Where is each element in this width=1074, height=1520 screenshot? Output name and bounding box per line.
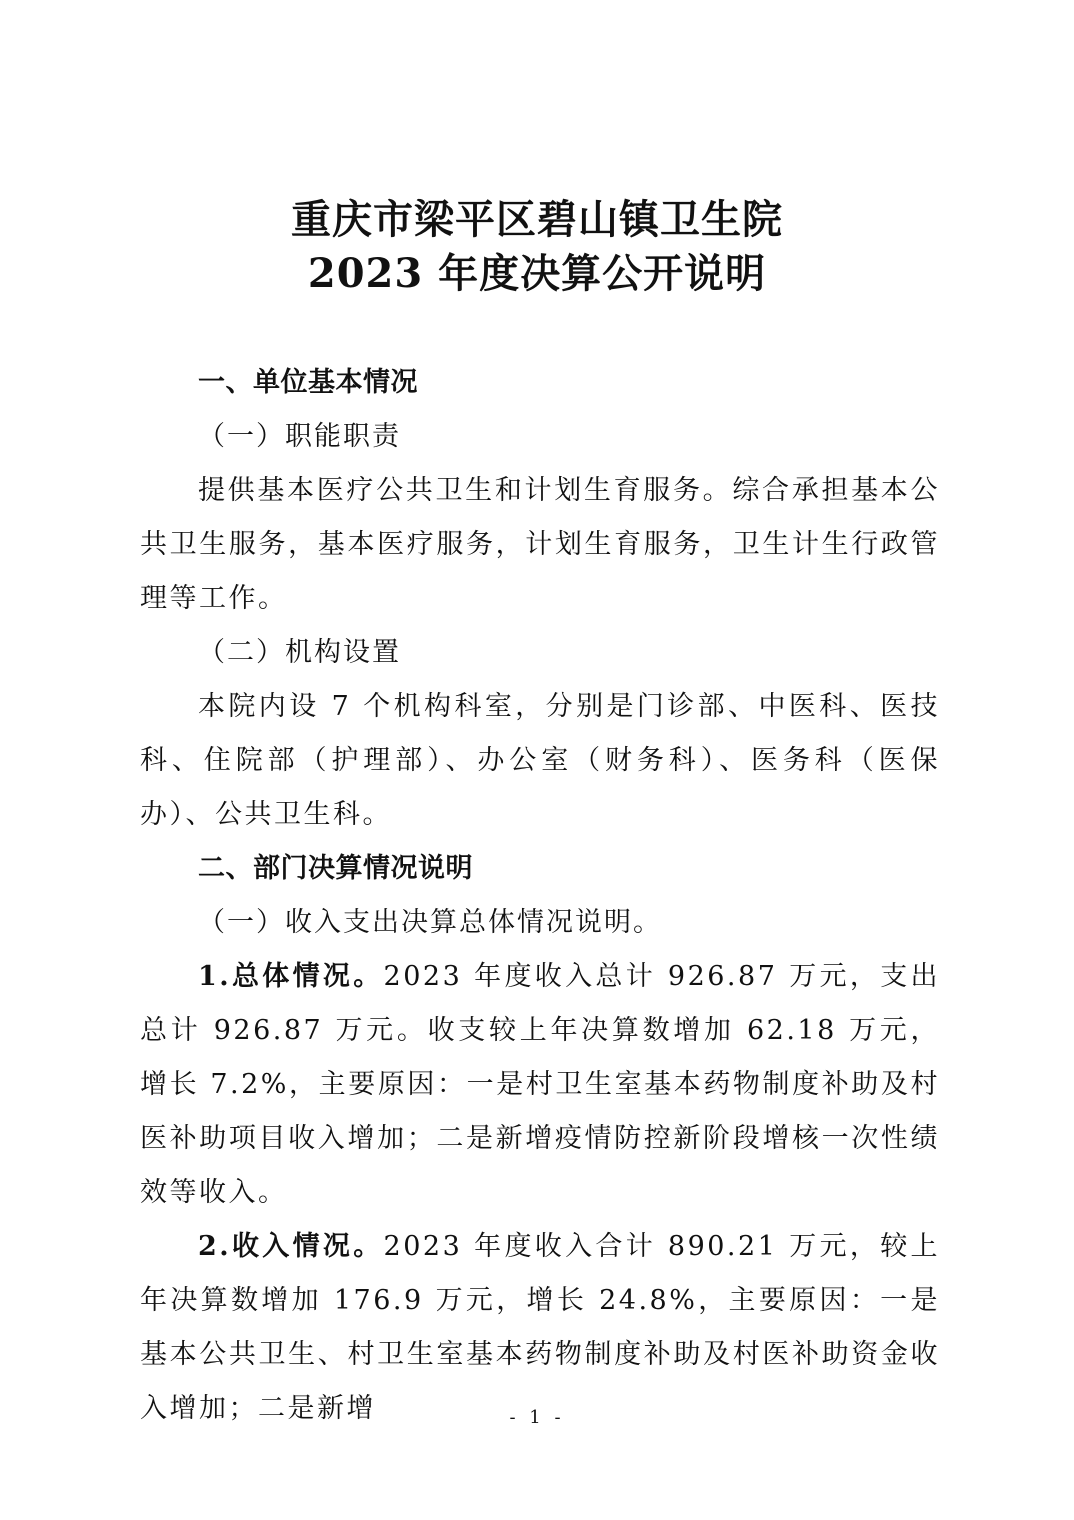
section-heading-final-accounts: 二、部门决算情况说明	[198, 853, 473, 884]
section-heading-basic-info: 一、单位基本情况	[198, 367, 418, 398]
paragraph-overall-text: 2023 年度收入总计 926.87 万元，支出总计 926.87 万元。收支较上年决算数增加 62.18 万元，增长 7.2%，主要原因：一是村卫生室基本药物制度补助及村医补助项目收入增加；二是新增疫情防控新阶段增核一次性绩效等收入。	[140, 961, 941, 1208]
document-title-line2: 2023 年度决算公开说明	[307, 250, 767, 297]
document-title-line1: 重庆市梁平区碧山镇卫生院	[291, 196, 783, 243]
paragraph-income	[140, 1220, 940, 1436]
subheading-functions: （一）职能职责	[198, 421, 401, 452]
paragraph-overall-lead: 1.总体情况。	[198, 961, 384, 992]
paragraph-income-text: 2023 年度收入合计 890.21 万元，较上年决算数增加 176.9 万元，增长 24.8%，主要原因：一是基本公共卫生、村卫生室基本药物制度补助及村医补助资金收入增加；二是新增	[140, 1231, 941, 1424]
subheading-organization: （二）机构设置	[198, 637, 401, 668]
subheading-income-expenditure: （一）收入支出决算总体情况说明。	[198, 907, 662, 938]
page-number: - 1 -	[509, 1407, 565, 1428]
paragraph-organization: 本院内设 7 个机构科室，分别是门诊部、中医科、医技科、住院部（护理部）、办公室（财务科）、医务科（医保办）、公共卫生科。	[140, 691, 940, 830]
paragraph-income-lead: 2.收入情况。	[198, 1231, 384, 1262]
document-body	[140, 356, 940, 1436]
paragraph-functions: 提供基本医疗公共卫生和计划生育服务。综合承担基本公共卫生服务，基本医疗服务，计划生育服务，卫生计生行政管理等工作。	[140, 475, 940, 614]
paragraph-overall	[140, 950, 940, 1220]
